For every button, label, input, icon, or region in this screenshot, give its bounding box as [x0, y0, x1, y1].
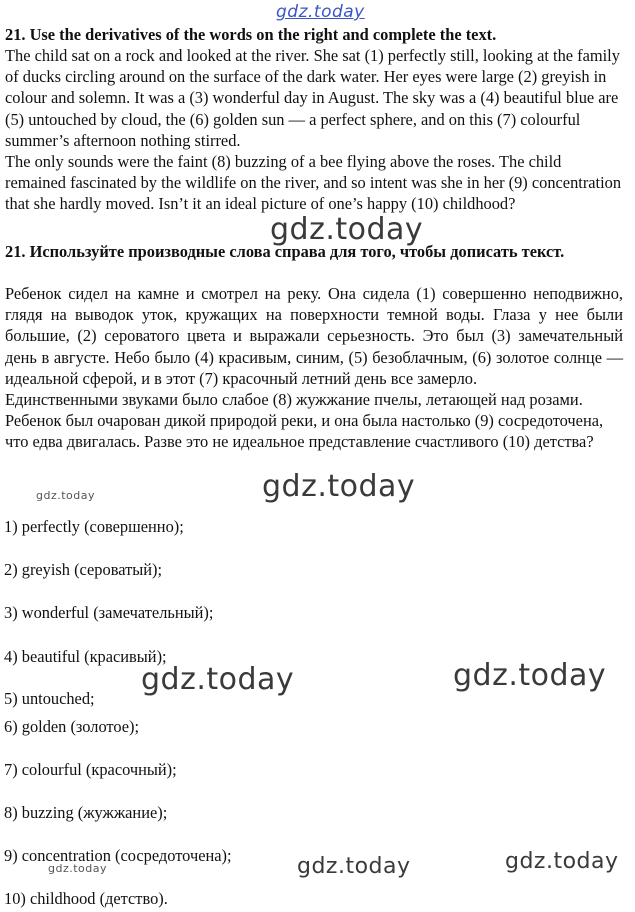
watermark-small-1: gdz.today: [36, 489, 96, 502]
english-paragraph-1: The child sat on a rock and looked at the river. She sat (1) perfectly still, looking at the family of ducks circling around on the surface of the dark water. Her eyes were large (2) greyish in colour and solemn. It was a (3) wonderful day in August. The sky was a (4) beautiful blue are (5) untouched by cloud, the (6) golden sun — a perfect sphere, and on this (7) colourful summer’s afternoon nothing stirred.: [5, 46, 620, 150]
answer-item: 7) colourful (красочный);: [4, 760, 177, 779]
answer-item: 3) wonderful (замечательный);: [4, 603, 214, 622]
answer-item: 9) concentration (сосредоточена);: [4, 846, 232, 865]
answer-item: 1) perfectly (совершенно);: [4, 517, 184, 536]
watermark-5: gdz.today: [297, 854, 411, 879]
english-paragraph-2: The only sounds were the faint (8) buzzing of a bee flying above the roses. The child remained fascinated by the wildlife on the river, and so intent was she in her (9) concentration that she hardly moved. Isn’t it an ideal picture of one’s happy (10) childhood?: [5, 152, 622, 214]
russian-paragraph-1: Ребенок сидел на камне и смотрел на реку. Она сидела (1) совершенно неподвижно, глядя на выводок уток, кружащих на поверхности темной воды. Глаза у нее были большие, (2) сероватого цвета и выражали серьезность. Это был (3) замечательный день в августе. Небо было (4) красивым, синим, (5) безоблачным, (6) золотое солнце — идеальной сферой, и в этот (7) красочный летний день все замерло.: [5, 284, 623, 388]
watermark-1: gdz.today: [270, 212, 424, 247]
russian-text: [5, 283, 623, 453]
answer-item: 2) greyish (сероватый);: [4, 560, 163, 579]
answer-item: 6) golden (золотое);: [4, 717, 140, 736]
answer-item: 5) untouched;: [4, 689, 95, 708]
watermark-6: gdz.today: [505, 849, 619, 874]
watermark-small-2: gdz.today: [48, 862, 108, 875]
answer-item: 8) buzzing (жужжание);: [4, 803, 168, 822]
russian-heading: 21. Используйте производные слова справа для того, чтобы дописать текст.: [5, 242, 565, 261]
watermark-top: gdz.today: [276, 2, 365, 22]
watermark-3: gdz.today: [141, 662, 295, 697]
english-text: [5, 45, 623, 215]
answer-item: 10) childhood (детство).: [4, 889, 168, 908]
english-heading: 21. Use the derivatives of the words on the right and complete the text.: [5, 25, 497, 44]
watermark-2: gdz.today: [262, 469, 416, 504]
answer-item: 4) beautiful (красивый);: [4, 647, 167, 666]
watermark-4: gdz.today: [453, 658, 607, 693]
russian-paragraph-2: Единственными звуками было слабое (8) жужжание пчелы, летающей над розами. Ребенок был очарован дикой природой реки, и она была настолько (9) сосредоточена, что едва двигалась. Разве это не идеальное представление счастливого (10) детства?: [5, 390, 604, 452]
